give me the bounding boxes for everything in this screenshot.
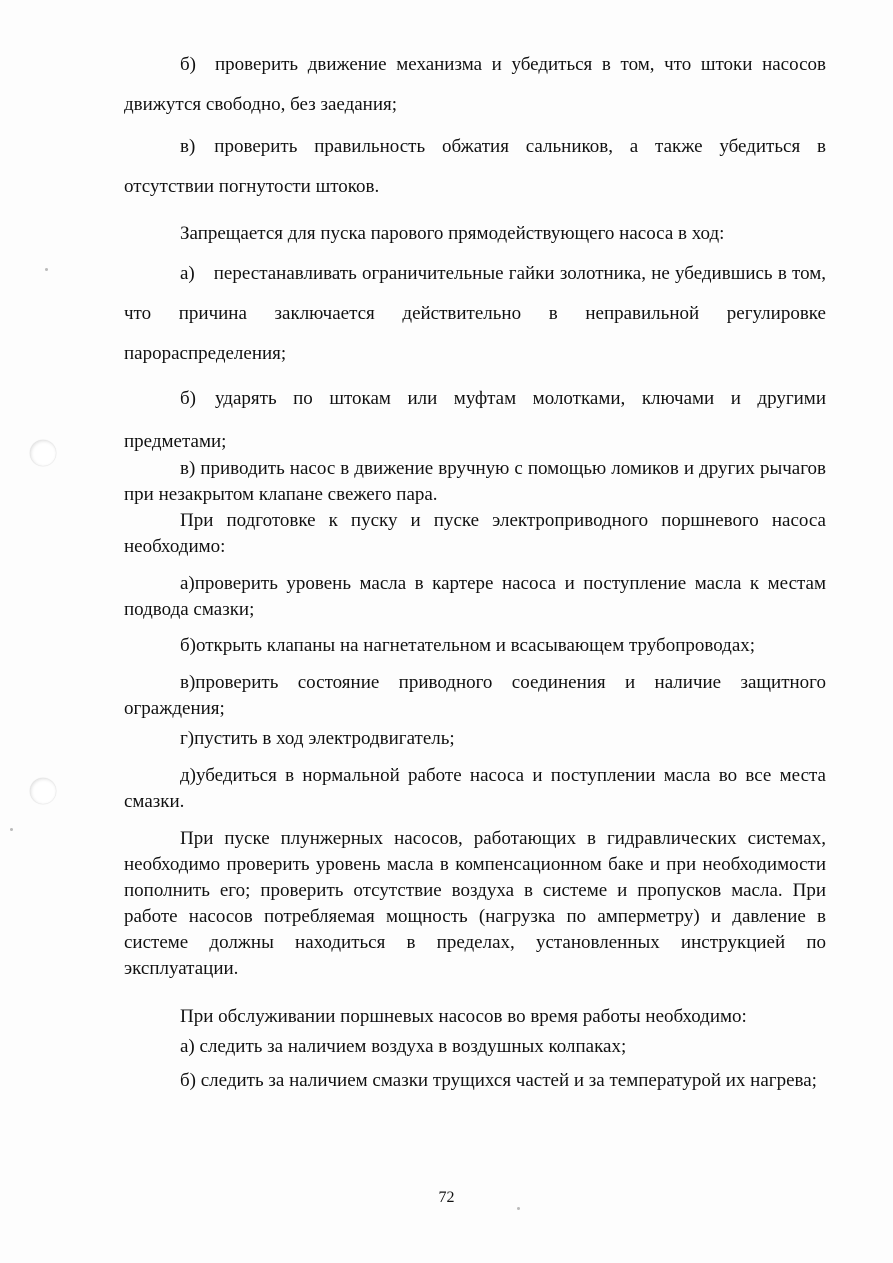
scan-speck xyxy=(45,268,48,271)
paragraph: б)открыть клапаны на нагнетательном и всасывающем трубопроводах; xyxy=(180,635,756,656)
page-number: 72 xyxy=(438,1189,455,1206)
paragraph: г)пустить в ход электродвигатель; xyxy=(180,728,455,749)
scan-speck xyxy=(10,828,13,831)
paragraph: а) перестанавливать ограничительные гайки золотника, не убедившись в том, что причина заключается действительно в неправильной регулировке парораспределения; xyxy=(124,263,826,364)
paragraph: Запрещается для пуска парового прямодействующего насоса в ход: xyxy=(180,223,725,244)
paragraph: б) ударять по штокам или муфтам молотками, ключами и другими предметами; xyxy=(124,388,826,452)
paragraph: д)убедиться в нормальной работе насоса и поступлении масла во все места смазки. xyxy=(124,765,826,812)
paragraph: а) следить за наличием воздуха в воздушных колпаках; xyxy=(180,1036,627,1057)
paragraph: в) проверить правильность обжатия сальников, а также убедиться в отсутствии погнутости штоков. xyxy=(124,136,826,197)
paragraph: в) приводить насос в движение вручную с помощью ломиков и других рычагов при незакрытом клапане свежего пара. xyxy=(124,458,826,505)
paragraph: б) проверить движение механизма и убедиться в том, что штоки насосов движутся свободно, без заедания; xyxy=(124,54,826,115)
paragraph: При подготовке к пуску и пуске электроприводного поршневого насоса необходимо: xyxy=(124,510,826,557)
punch-hole xyxy=(30,440,56,466)
paragraph: б) следить за наличием смазки трущихся частей и за температурой их нагрева; xyxy=(180,1070,817,1091)
paragraph: При обслуживании поршневых насосов во время работы необходимо: xyxy=(180,1006,747,1027)
paragraph: При пуске плунжерных насосов, работающих в гидравлических системах, необходимо проверить уровень масла в компенсационном баке и при необходимости пополнить его; проверить отсутствие воздуха в системе и пропусков масла. При работе насосов потребляемая мощность (нагрузка по амперметру) и давление в системе должны находиться в пределах, установленных инструкцией по эксплуатации. xyxy=(124,828,826,979)
paragraph: а)проверить уровень масла в картере насоса и поступление масла к местам подвода смазки; xyxy=(124,573,826,620)
paragraph: в)проверить состояние приводного соединения и наличие защитного ограждения; xyxy=(124,672,826,719)
punch-hole xyxy=(30,778,56,804)
